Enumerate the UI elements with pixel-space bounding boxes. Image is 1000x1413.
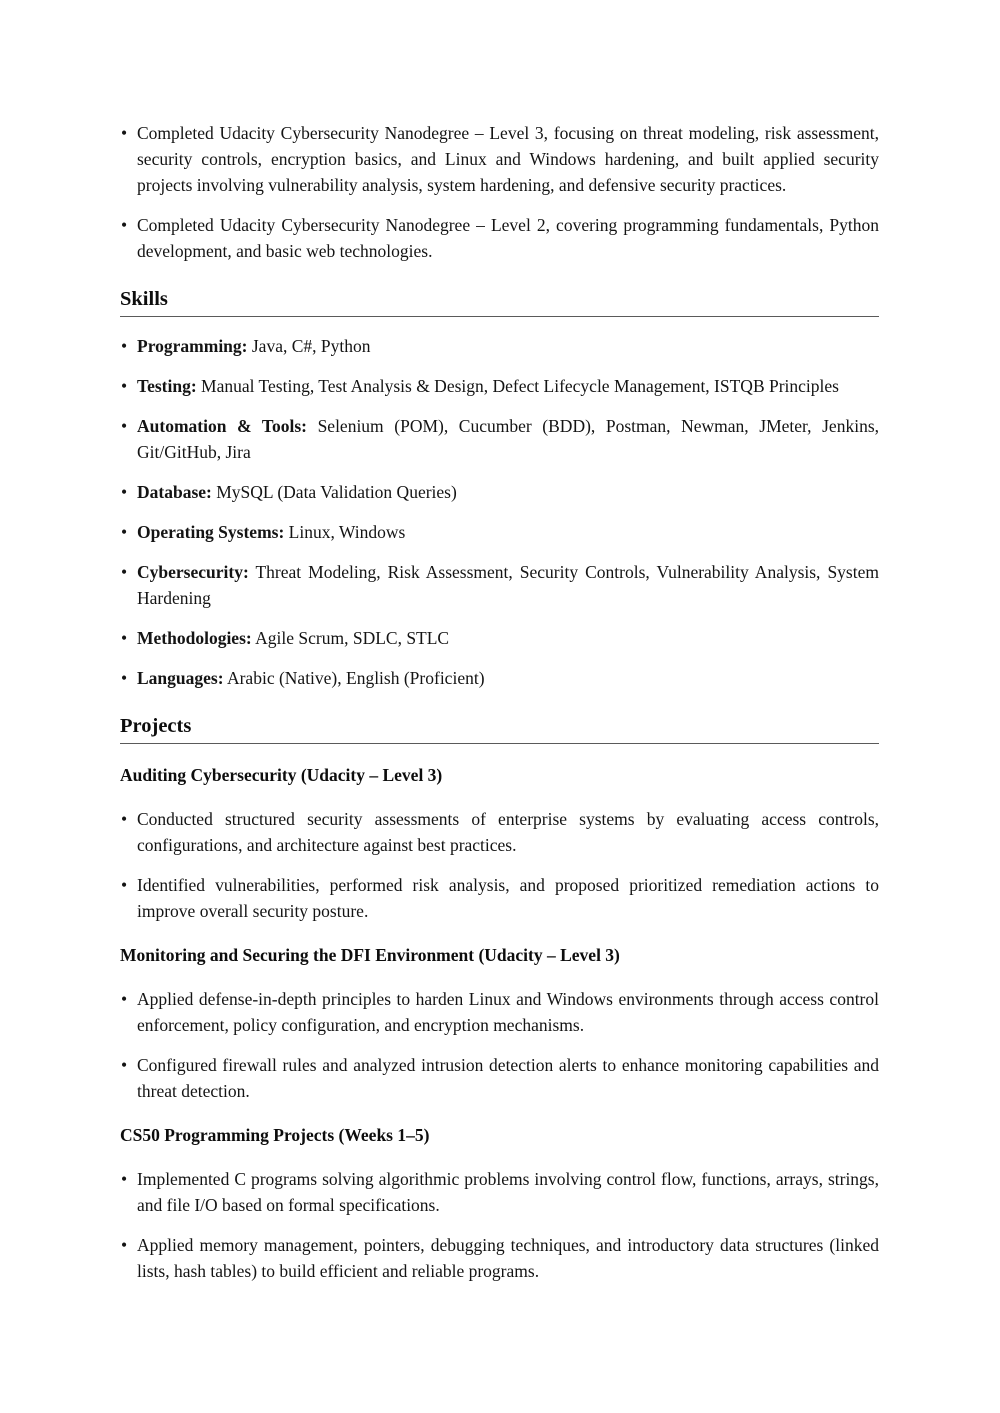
project-bullet [120, 872, 879, 924]
skill-label: Database: [137, 482, 212, 502]
skill-label: Methodologies: [137, 628, 252, 648]
skill-label: Operating Systems: [137, 522, 285, 542]
skill-label: Automation & Tools: [137, 416, 307, 436]
skill-item [120, 333, 879, 359]
project-bullet-text: Conducted structured security assessments of enterprise systems by evaluating access controls, configurations, and architecture against best practices. [137, 809, 879, 855]
project-bullet-text: Applied defense-in-depth principles to harden Linux and Windows environments through access control enforcement, policy configuration, and encryption mechanisms. [137, 989, 879, 1035]
skill-text: Arabic (Native), English (Proficient) [226, 668, 485, 688]
project-bullet-text: Configured firewall rules and analyzed intrusion detection alerts to enhance monitoring capabilities and threat detection. [137, 1055, 879, 1101]
projects-section-heading: Projects [120, 714, 879, 744]
skill-text: Threat Modeling, Risk Assessment, Security Controls, Vulnerability Analysis, System Hardening [137, 562, 879, 608]
project-bullet [120, 986, 879, 1038]
education-bullet-list [120, 120, 879, 264]
education-bullet [120, 120, 879, 198]
education-bullet-text: Completed Udacity Cybersecurity Nanodegree – Level 2, covering programming fundamentals, Python development, and basic web technologies. [137, 215, 879, 261]
skill-label: Cybersecurity: [137, 562, 249, 582]
project-title-monitoring-dfi: Monitoring and Securing the DFI Environment (Udacity – Level 3) [120, 945, 620, 965]
project-bullet [120, 1166, 879, 1218]
project-bullet-list [120, 1166, 879, 1284]
education-bullet [120, 212, 879, 264]
skill-item [120, 413, 879, 465]
project-bullet-list [120, 806, 879, 924]
skill-item [120, 625, 879, 651]
project-bullet-text: Applied memory management, pointers, debugging techniques, and introductory data structures (linked lists, hash tables) to build efficient and reliable programs. [137, 1235, 879, 1281]
project-bullet [120, 1052, 879, 1104]
project-bullet-text: Implemented C programs solving algorithmic problems involving control flow, functions, arrays, strings, and file I/O based on formal specifications. [137, 1169, 879, 1215]
skill-item [120, 479, 879, 505]
skill-text: Selenium (POM), Cucumber (BDD), Postman, Newman, JMeter, Jenkins, Git/GitHub, Jira [137, 416, 879, 462]
skill-text: Java, C#, Python [251, 336, 371, 356]
skills-section-heading: Skills [120, 287, 879, 317]
project-bullet-list [120, 986, 879, 1104]
skill-text: Agile Scrum, SDLC, STLC [255, 628, 450, 648]
skill-text: MySQL (Data Validation Queries) [216, 482, 457, 502]
skill-item [120, 665, 879, 691]
skill-item [120, 373, 879, 399]
skill-label: Languages: [137, 668, 224, 688]
page-content [120, 120, 879, 1298]
project-bullet [120, 806, 879, 858]
project-bullet-text: Identified vulnerabilities, performed risk analysis, and proposed prioritized remediation actions to improve overall security posture. [137, 875, 879, 921]
skill-item [120, 519, 879, 545]
skill-label: Programming: [137, 336, 248, 356]
project-title-cs50: CS50 Programming Projects (Weeks 1–5) [120, 1125, 430, 1145]
education-bullet-text: Completed Udacity Cybersecurity Nanodegree – Level 3, focusing on threat modeling, risk assessment, security controls, encryption basics, and Linux and Windows hardening, and built applied security projects involving vulnerability analysis, system hardening, and defensive security practices. [137, 123, 879, 195]
skills-list [120, 333, 879, 691]
project-bullet [120, 1232, 879, 1284]
skill-item [120, 559, 879, 611]
project-title-auditing-cybersecurity: Auditing Cybersecurity (Udacity – Level 3) [120, 765, 443, 785]
skill-label: Testing: [137, 376, 197, 396]
skill-text: Linux, Windows [288, 522, 406, 542]
skill-text: Manual Testing, Test Analysis & Design, Defect Lifecycle Management, ISTQB Principles [201, 376, 839, 396]
